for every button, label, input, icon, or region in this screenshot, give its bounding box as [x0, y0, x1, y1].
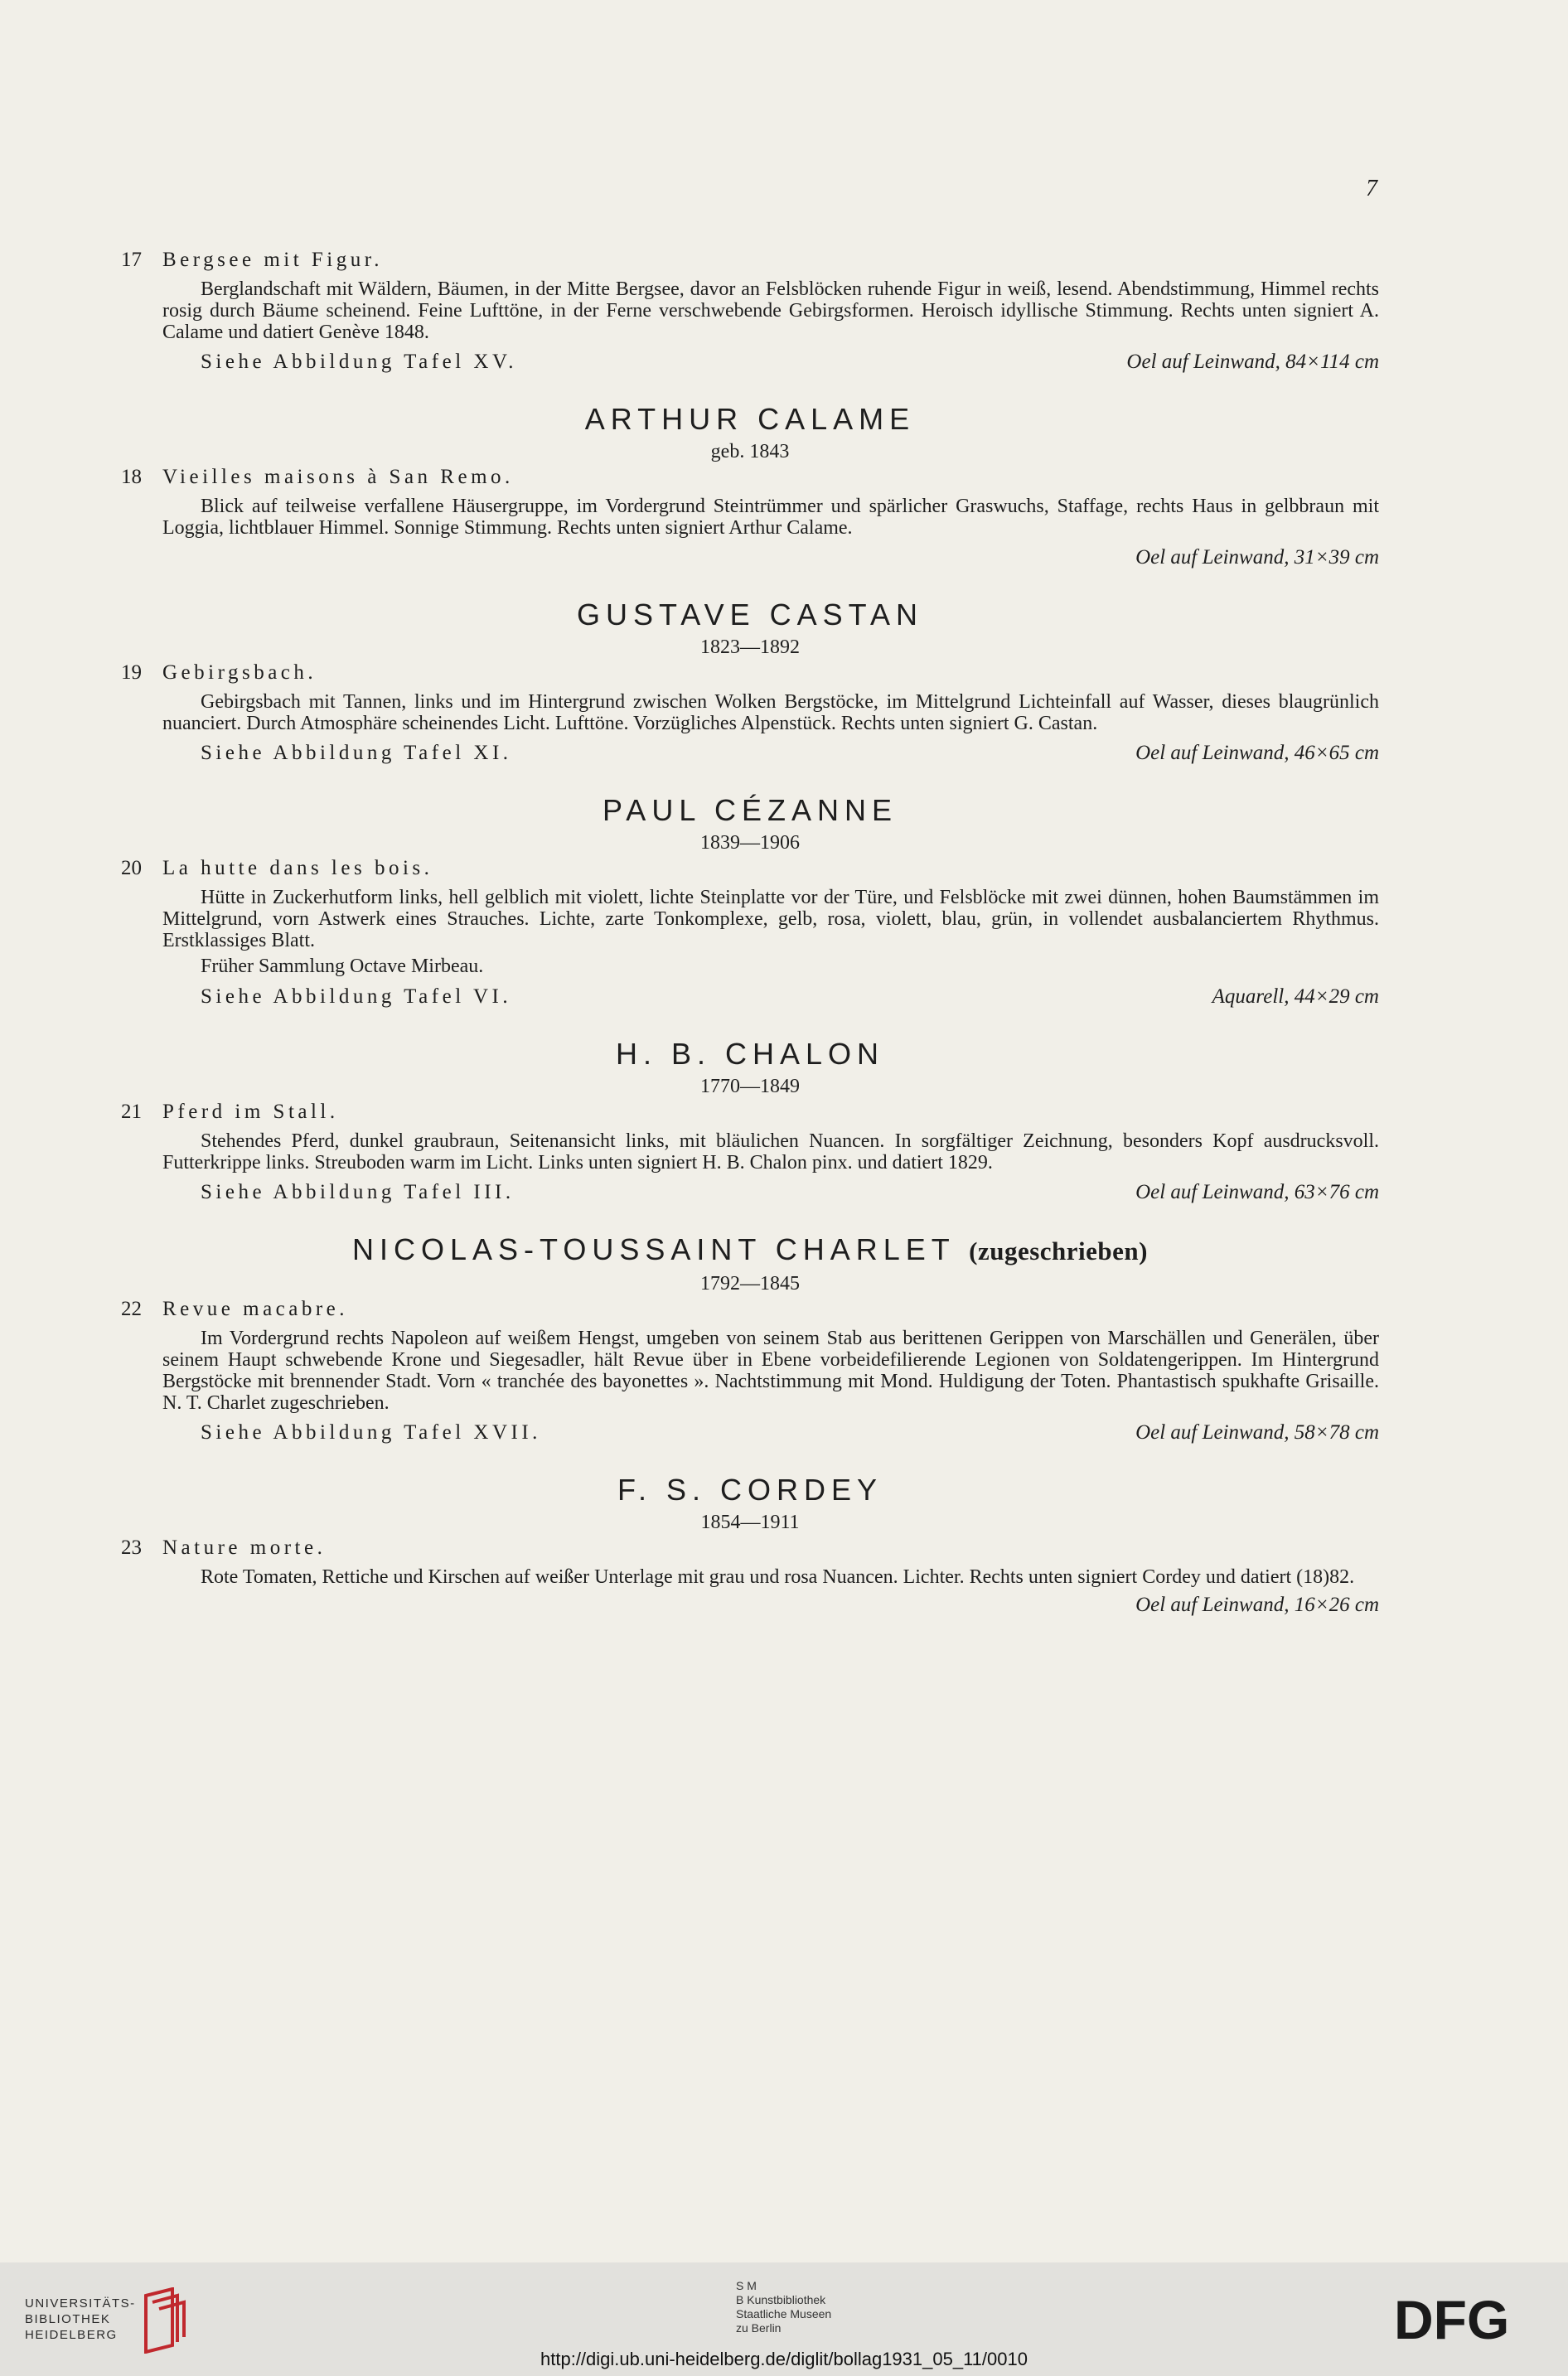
medium-dimensions: Aquarell, 44×29 cm — [1212, 985, 1379, 1008]
medium-dimensions: Oel auf Leinwand, 46×65 cm — [1135, 742, 1379, 764]
footer-bar — [0, 2262, 1568, 2376]
entry-description: Hütte in Zuckerhutform links, hell gelblich mit violett, lichte Steinplatte vor der Türe, und Felsblöcke mit zwei dünnen, hohen Baumstämmen im Mittelgrund, vorn Astwerk eines Strauches. Lichte, zarte Tonkomplexe, gelb, rosa, violett, blau, grün, in vollendet ausbalanciertem Rhythmus. Erstklassiges Blatt. — [162, 887, 1379, 951]
entry-title: La hutte dans les bois. — [162, 857, 433, 879]
catalog-entry-18 — [121, 464, 1379, 572]
library-emblem-icon — [139, 2287, 191, 2354]
entry-description: Im Vordergrund rechts Napoleon auf weißem Hengst, umgeben von seinem Stab aus berittenen Gerippen von Marschällen und Generälen, über seinem Haupt schwebende Krone und Siegesadler, hält Revue über in Ebene vorbeidefilierende Legionen von Soldatengerippen. Im Hintergrund Bergstöcke mit brennender Stadt. Vorn « tranchée des bayonettes ». Nachtstimmung mit Mond. Huldigung der Toten. Phantastisch spukhafte Grisaille. N. T. Charlet zugeschrieben. — [162, 1328, 1379, 1414]
catalog-entry-22 — [121, 1296, 1379, 1447]
entry-number: 17 — [121, 249, 142, 271]
entry-description: Berglandschaft mit Wäldern, Bäumen, in der Mitte Bergsee, davor an Felsblöcken ruhende Figur in weiß, lesend. Abendstimmung, Himmel rechts rosig durch Bäume scheinend. Feine Lufttöne, in der Ferne verschwebende Gebirgsformen. Heroisch idyllische Stimmung. Rechts unten signiert A. Calame und datiert Genève 1848. — [162, 278, 1379, 343]
catalog-entry-23 — [121, 1535, 1379, 1619]
medium-dimensions: Oel auf Leinwand, 63×76 cm — [1135, 1181, 1379, 1203]
artist-dates: 1792—1845 — [700, 1273, 800, 1294]
entry-description: Gebirgsbach mit Tannen, links und im Hintergrund zwischen Wolken Bergstöcke, im Mittelgrund Lichteinfall auf Wasser, dieses blaugrünlich nuanciert. Durch Atmosphäre scheinendes Licht. Lufttöne. Vorzügliches Alpenstück. Rechts unten signiert G. Castan. — [162, 691, 1379, 734]
artist-dates: 1823—1892 — [700, 636, 800, 658]
artist-dates: 1839—1906 — [700, 832, 800, 854]
catalog-entry-20 — [121, 855, 1379, 1011]
entry-number: 21 — [121, 1101, 142, 1123]
artist-dates: 1770—1849 — [700, 1076, 800, 1097]
entry-number: 20 — [121, 857, 142, 879]
artist-heading-chalon — [121, 1036, 1379, 1099]
entry-title: Gebirgsbach. — [162, 661, 317, 684]
medium-dimensions: Oel auf Leinwand, 84×114 cm — [1126, 351, 1379, 373]
artist-name: ARTHUR CALAME — [584, 402, 916, 436]
university-library-logo[interactable]: UNIVERSITÄTS- BIBLIOTHEK HEIDELBERG — [25, 2296, 136, 2342]
catalog-entry-21 — [121, 1099, 1379, 1207]
artist-dates: geb. 1843 — [710, 441, 790, 462]
medium-dimensions: Oel auf Leinwand, 31×39 cm — [1135, 546, 1379, 569]
plate-reference: Siehe Abbildung Tafel VI. — [201, 985, 512, 1008]
entry-description: Rote Tomaten, Rettiche und Kirschen auf weißer Unterlage mit grau und rosa Nuancen. Lichter. Rechts unten signiert Cordey und datiert (18)82. — [201, 1566, 1355, 1588]
artist-heading-cezanne — [121, 792, 1379, 855]
entry-number: 18 — [121, 466, 142, 488]
plate-reference: Siehe Abbildung Tafel III. — [201, 1181, 515, 1203]
medium-dimensions: Oel auf Leinwand, 16×26 cm — [1135, 1594, 1379, 1616]
artist-name: PAUL CÉZANNE — [602, 793, 898, 827]
dfg-logo[interactable] — [1394, 2292, 1543, 2345]
entry-number: 23 — [121, 1536, 142, 1559]
artist-heading-cordey — [121, 1472, 1379, 1535]
entry-number: 22 — [121, 1298, 142, 1320]
entry-description: Blick auf teilweise verfallene Häusergruppe, im Vordergrund Steintrümmer und spärlicher Graswuchs, Staffage, rechts Haus in gelbbraun mit Loggia, lichtblauer Himmel. Sonnige Stimmung. Rechts unten signiert Arthur Calame. — [162, 496, 1379, 539]
artist-name: GUSTAVE CASTAN — [576, 598, 924, 632]
plate-reference: Siehe Abbildung Tafel XI. — [201, 742, 512, 764]
artist-name: F. S. CORDEY — [617, 1473, 883, 1507]
attribution-note: (zugeschrieben) — [969, 1236, 1148, 1265]
entry-title: Revue macabre. — [162, 1298, 349, 1320]
artist-dates: 1854—1911 — [700, 1512, 800, 1533]
medium-dimensions: Oel auf Leinwand, 58×78 cm — [1135, 1421, 1379, 1444]
artist-name: NICOLAS-TOUSSAINT CHARLET — [352, 1232, 956, 1266]
source-url[interactable]: http://digi.ub.uni-heidelberg.de/diglit/bollag1931_05_11/0010 — [540, 2349, 1028, 2369]
svg-text:DFG: DFG — [1394, 2292, 1510, 2345]
plate-reference: Siehe Abbildung Tafel XV. — [201, 351, 518, 373]
entry-title: Pferd im Stall. — [162, 1101, 339, 1123]
catalog-entry-17 — [121, 247, 1379, 376]
kunstbibliothek-logo[interactable]: S M B Kunstbibliothek Staatliche Museen zu Berlin — [736, 2279, 832, 2335]
artist-heading-charlet — [121, 1232, 1379, 1296]
entry-number: 19 — [121, 661, 142, 684]
page-content — [121, 247, 1379, 1619]
entry-description: Stehendes Pferd, dunkel graubraun, Seitenansicht links, mit bläulichen Nuancen. In sorgfältiger Zeichnung, besonders Kopf ausdrucksvoll. Futterkrippe links. Streuboden warm im Licht. Links unten signiert H. B. Chalon pinx. und datiert 1829. — [162, 1130, 1379, 1173]
plate-reference: Siehe Abbildung Tafel XVII. — [201, 1421, 541, 1444]
entry-provenance: Früher Sammlung Octave Mirbeau. — [201, 956, 484, 977]
artist-heading-calame — [121, 401, 1379, 464]
entry-title: Nature morte. — [162, 1536, 327, 1559]
entry-title: Bergsee mit Figur. — [162, 249, 383, 271]
page-number: 7 — [1366, 176, 1377, 201]
entry-title: Vieilles maisons à San Remo. — [162, 466, 514, 488]
artist-heading-castan — [121, 597, 1379, 660]
catalog-entry-19 — [121, 660, 1379, 767]
artist-name: H. B. CHALON — [615, 1037, 885, 1071]
